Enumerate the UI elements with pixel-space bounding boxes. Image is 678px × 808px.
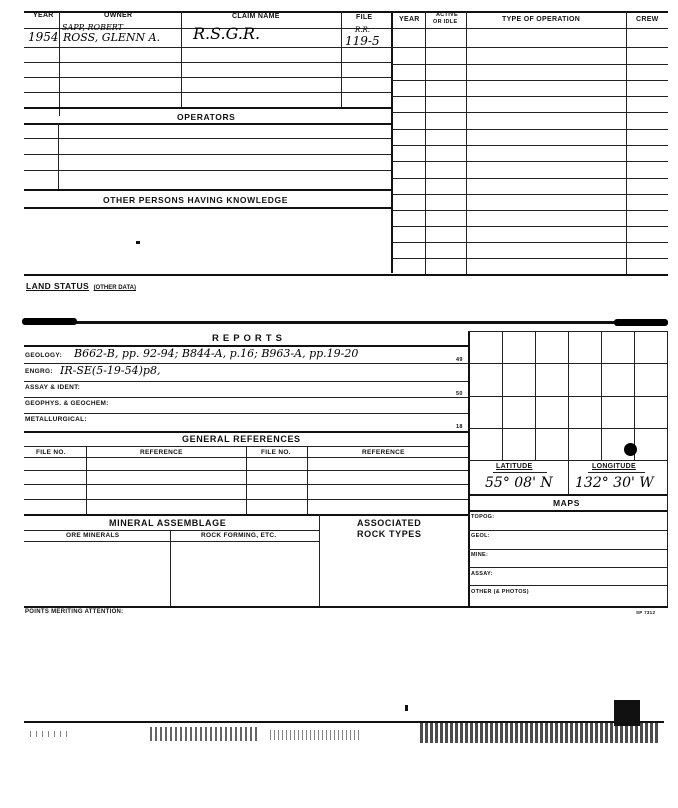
longitude-value: 132° 30' W — [575, 475, 654, 491]
margin-number-50: 50 — [456, 391, 463, 397]
margin-number-49: 49 — [456, 357, 463, 363]
engrg-label: ENGRG: — [25, 368, 53, 375]
file-entry-bottom: 119-5 — [345, 34, 380, 48]
ref-col-reference-1: REFERENCE — [140, 449, 183, 456]
ref-col-reference-2: REFERENCE — [362, 449, 405, 456]
maps-heading: MAPS — [553, 498, 580, 508]
geology-label: GEOLOGY: — [25, 352, 62, 359]
col-header-type-of-operation: TYPE OF OPERATION — [502, 16, 581, 23]
maps-mine-label: MINE: — [471, 552, 489, 558]
owner-entry-line-2: ROSS, GLENN A. — [63, 31, 161, 44]
rock-forming-label: ROCK FORMING, ETC. — [201, 532, 277, 539]
points-meriting-attention-label: POINTS MERITING ATTENTION: — [25, 609, 124, 615]
owner-entry-line-1: SAPP, ROBERT — [62, 23, 124, 32]
general-references-heading: GENERAL REFERENCES — [182, 434, 301, 444]
maps-other-label: OTHER (& PHOTOS) — [471, 589, 529, 595]
longitude-label: LONGITUDE — [592, 463, 636, 470]
geophys-label: GEOPHYS. & GEOCHEM: — [25, 400, 109, 407]
col-header-claim-name: CLAIM NAME — [232, 13, 280, 20]
metallurgical-label: METALLURGICAL: — [25, 416, 87, 423]
operators-heading: OPERATORS — [177, 112, 236, 122]
margin-number-18: 18 — [456, 424, 463, 430]
location-marker — [624, 443, 637, 456]
claim-entry: R.S.G.R. — [193, 24, 261, 43]
col-header-crew: CREW — [636, 16, 659, 23]
maps-geol-label: GEOL: — [471, 533, 490, 539]
ref-col-file-no-2: FILE NO. — [261, 449, 291, 456]
ref-col-file-no-1: FILE NO. — [36, 449, 66, 456]
col-header-year: YEAR — [33, 12, 54, 19]
maps-assay-label: ASSAY: — [471, 571, 493, 577]
col-header-active: ACTIVE — [436, 12, 458, 18]
engrg-entry: IR-SE(5-19-54)p8, — [60, 364, 161, 377]
associated-rock-types-line-2: ROCK TYPES — [357, 529, 422, 539]
geology-entry: B662-B, pp. 92-94; B844-A, p.16; B963-A, pp.19-20 — [74, 347, 359, 360]
form-number: SP 7312 — [636, 610, 656, 615]
associated-rock-types-line-1: ASSOCIATED — [357, 518, 422, 528]
reports-heading: REPORTS — [212, 333, 286, 344]
land-status-label: LAND STATUS — [26, 281, 90, 291]
ore-minerals-label: ORE MINERALS — [66, 532, 120, 539]
col-header-year-2: YEAR — [399, 16, 420, 23]
land-status-heading — [26, 276, 136, 294]
latitude-label: LATITUDE — [496, 463, 533, 470]
other-persons-heading: OTHER PERSONS HAVING KNOWLEDGE — [103, 195, 289, 205]
land-status-sublabel: (OTHER DATA) — [93, 285, 136, 291]
col-header-file: FILE — [356, 14, 373, 21]
mineral-assemblage-heading: MINERAL ASSEMBLAGE — [109, 518, 227, 528]
entry-year: 1954 — [28, 30, 59, 44]
latitude-value: 55° 08' N — [485, 475, 553, 491]
maps-topog-label: TOPOG: — [471, 514, 495, 520]
col-header-or-idle: OR IDLE — [433, 19, 458, 25]
assay-ident-label: ASSAY & IDENT: — [25, 384, 81, 391]
file-entry-top: R.R. — [355, 26, 370, 34]
col-header-owner: OWNER — [104, 12, 133, 19]
